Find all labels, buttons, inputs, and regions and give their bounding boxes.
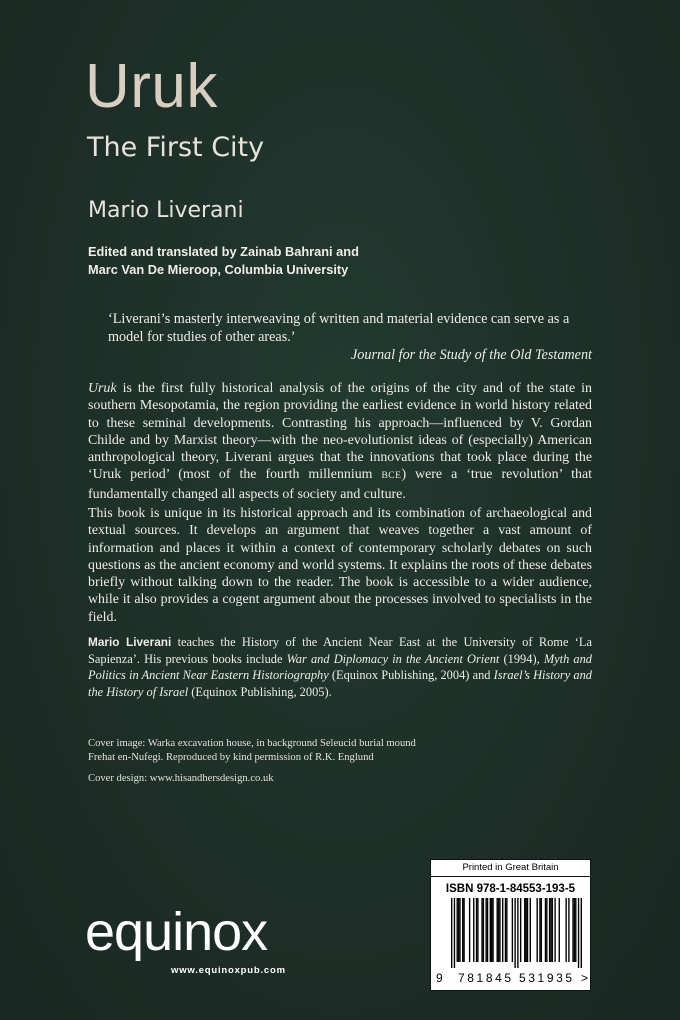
editors-credit	[88, 243, 359, 279]
author-name: Mario Liverani	[88, 198, 244, 223]
bio-author-name: Mario Liverani	[88, 635, 172, 649]
barcode-bar	[575, 898, 576, 962]
review-quote	[108, 310, 592, 364]
publisher-url: www.equinoxpub.com	[171, 965, 286, 976]
barcode-bar	[554, 898, 555, 962]
barcode-digit-first: 9	[436, 971, 443, 985]
barcode-bar	[525, 898, 526, 962]
barcode-bar	[487, 898, 488, 962]
equinox-logo	[85, 902, 325, 980]
barcode-bar	[483, 898, 484, 962]
barcode-bar	[499, 898, 500, 962]
barcode-bar	[572, 898, 573, 962]
barcode-bar	[485, 898, 486, 962]
description-paragraph-2: This book is unique in its historical approach and its combination of archaeological and textual sources. It develops an argument that weaves together a vast amount of information and places it within a context of contemporary scholarly debates on such questions as the ancient economy and world systems. It explains the roots of these debates briefly without talking down to the reader. The book is accessible to a wider audience, while it also provides a cogent argument about the processes involved to specialists in the field.	[88, 506, 592, 625]
barcode-bar	[473, 898, 474, 962]
book-ref-1: War and Diplomacy in the Ancient Orient	[286, 651, 500, 666]
era-abbrev: BCE	[381, 471, 402, 482]
cover-image-credit-2: Frehat en-Nufegi. Reproduced by kind permission of R.K. Englund	[88, 752, 374, 763]
barcode-bar	[545, 898, 546, 962]
editors-line-1: Edited and translated by Zainab Bahrani and	[88, 244, 359, 259]
book-title: Uruk	[85, 52, 218, 121]
barcode-bar	[581, 898, 582, 968]
barcode-bar	[536, 898, 537, 962]
printed-in-label: Printed in Great Britain	[431, 860, 590, 877]
barcode-bar	[505, 898, 506, 962]
barcode-bar	[451, 898, 452, 968]
barcode-bar	[517, 898, 518, 968]
barcode-bar	[490, 898, 491, 962]
quote-source: Journal for the Study of the Old Testament	[350, 347, 592, 363]
barcode-bar	[498, 898, 499, 962]
cover-image-credit-1: Cover image: Warka excavation house, in background Seleucid burial mound	[88, 738, 416, 749]
description-paragraph-1: Uruk is the first fully historical analysis of the origins of the city and of the state in southern Mesopotamia, the region providing the earliest evidence in world history related to these seminal developments. Contrasting his approach—influenced by V. Gordan Childe and by Marxist theory—with the neo-evolutionist ideas of (especially) American anthropological theory, Liverani argues that the innovations that took place during the ‘Uruk period’ (most of the fourth millennium BCE) were a ‘true revolution’ that fundamentally changed all aspects of society and culture.	[88, 381, 592, 502]
barcode-bar	[559, 898, 560, 962]
barcode-bar	[568, 898, 569, 962]
barcode-bar	[497, 898, 498, 962]
barcode-bar	[520, 898, 521, 962]
book-ref-3: Israel’s History and the History of Israel	[88, 668, 593, 699]
barcode-bar	[492, 898, 493, 962]
barcode-bar	[458, 898, 459, 962]
barcode-bar	[541, 898, 542, 962]
barcode-bar	[530, 898, 531, 962]
barcode-digits-left: 781845	[458, 971, 514, 985]
barcode-bar	[550, 898, 551, 962]
barcode-bar	[539, 898, 540, 962]
barcode-bar	[506, 898, 507, 962]
barcode-bar	[514, 898, 515, 968]
author-bio: Mario Liverani teaches the History of the Ancient Near East at the University of Rome ‘La Sapienza’. His previous books include War and Diplomacy in the Ancient Orient (1994), Myth and Politics in Ancient Near Eastern Historiography (Equinox Publishing, 2004) and Israel’s History and the History of Israel (Equinox Publishing, 2005).	[88, 635, 593, 699]
editors-line-2: Marc Van De Mieroop, Columbia University	[88, 262, 349, 277]
book-ref-2: Myth and Politics in Ancient Near Eastern Historiography	[88, 651, 592, 683]
cover-credits	[88, 737, 508, 786]
barcode-bar	[457, 898, 458, 962]
barcode-bar	[549, 898, 550, 962]
barcode-end-mark: >	[581, 971, 589, 985]
barcode-bar	[552, 898, 553, 962]
logo-wordmark: equinox	[85, 902, 268, 962]
cover-design-credit: Cover design: www.hisandhersdesign.co.uk	[88, 773, 274, 784]
barcode-digits-right: 531935	[519, 971, 575, 985]
barcode-bar	[463, 898, 464, 962]
book-subtitle: The First City	[87, 132, 265, 163]
isbn-label: ISBN 978-1-84553-193-5	[445, 883, 576, 895]
barcode-bar	[565, 898, 566, 962]
barcode-bar	[491, 898, 492, 962]
barcode-bar	[502, 898, 503, 962]
barcode-bar	[524, 898, 525, 962]
barcode-bar	[469, 898, 470, 962]
barcode-bar	[477, 898, 478, 962]
title-emphasis: Uruk	[88, 381, 117, 396]
barcode-bar	[574, 898, 575, 962]
barcode-bar	[476, 898, 477, 962]
barcode-bar	[527, 898, 528, 962]
barcode-bar	[546, 898, 547, 962]
quote-text: ‘Liverani’s masterly interweaving of written and material evidence can serve as a model for studies of other areas.’	[108, 311, 570, 345]
barcode-bar	[481, 898, 482, 962]
barcode-bars	[451, 898, 582, 968]
barcode-panel	[430, 859, 591, 991]
barcode-bar	[459, 898, 460, 962]
barcode-bar	[512, 898, 513, 962]
barcode-bar	[454, 898, 455, 968]
barcode-bar	[462, 898, 463, 962]
barcode-bar	[578, 898, 579, 968]
